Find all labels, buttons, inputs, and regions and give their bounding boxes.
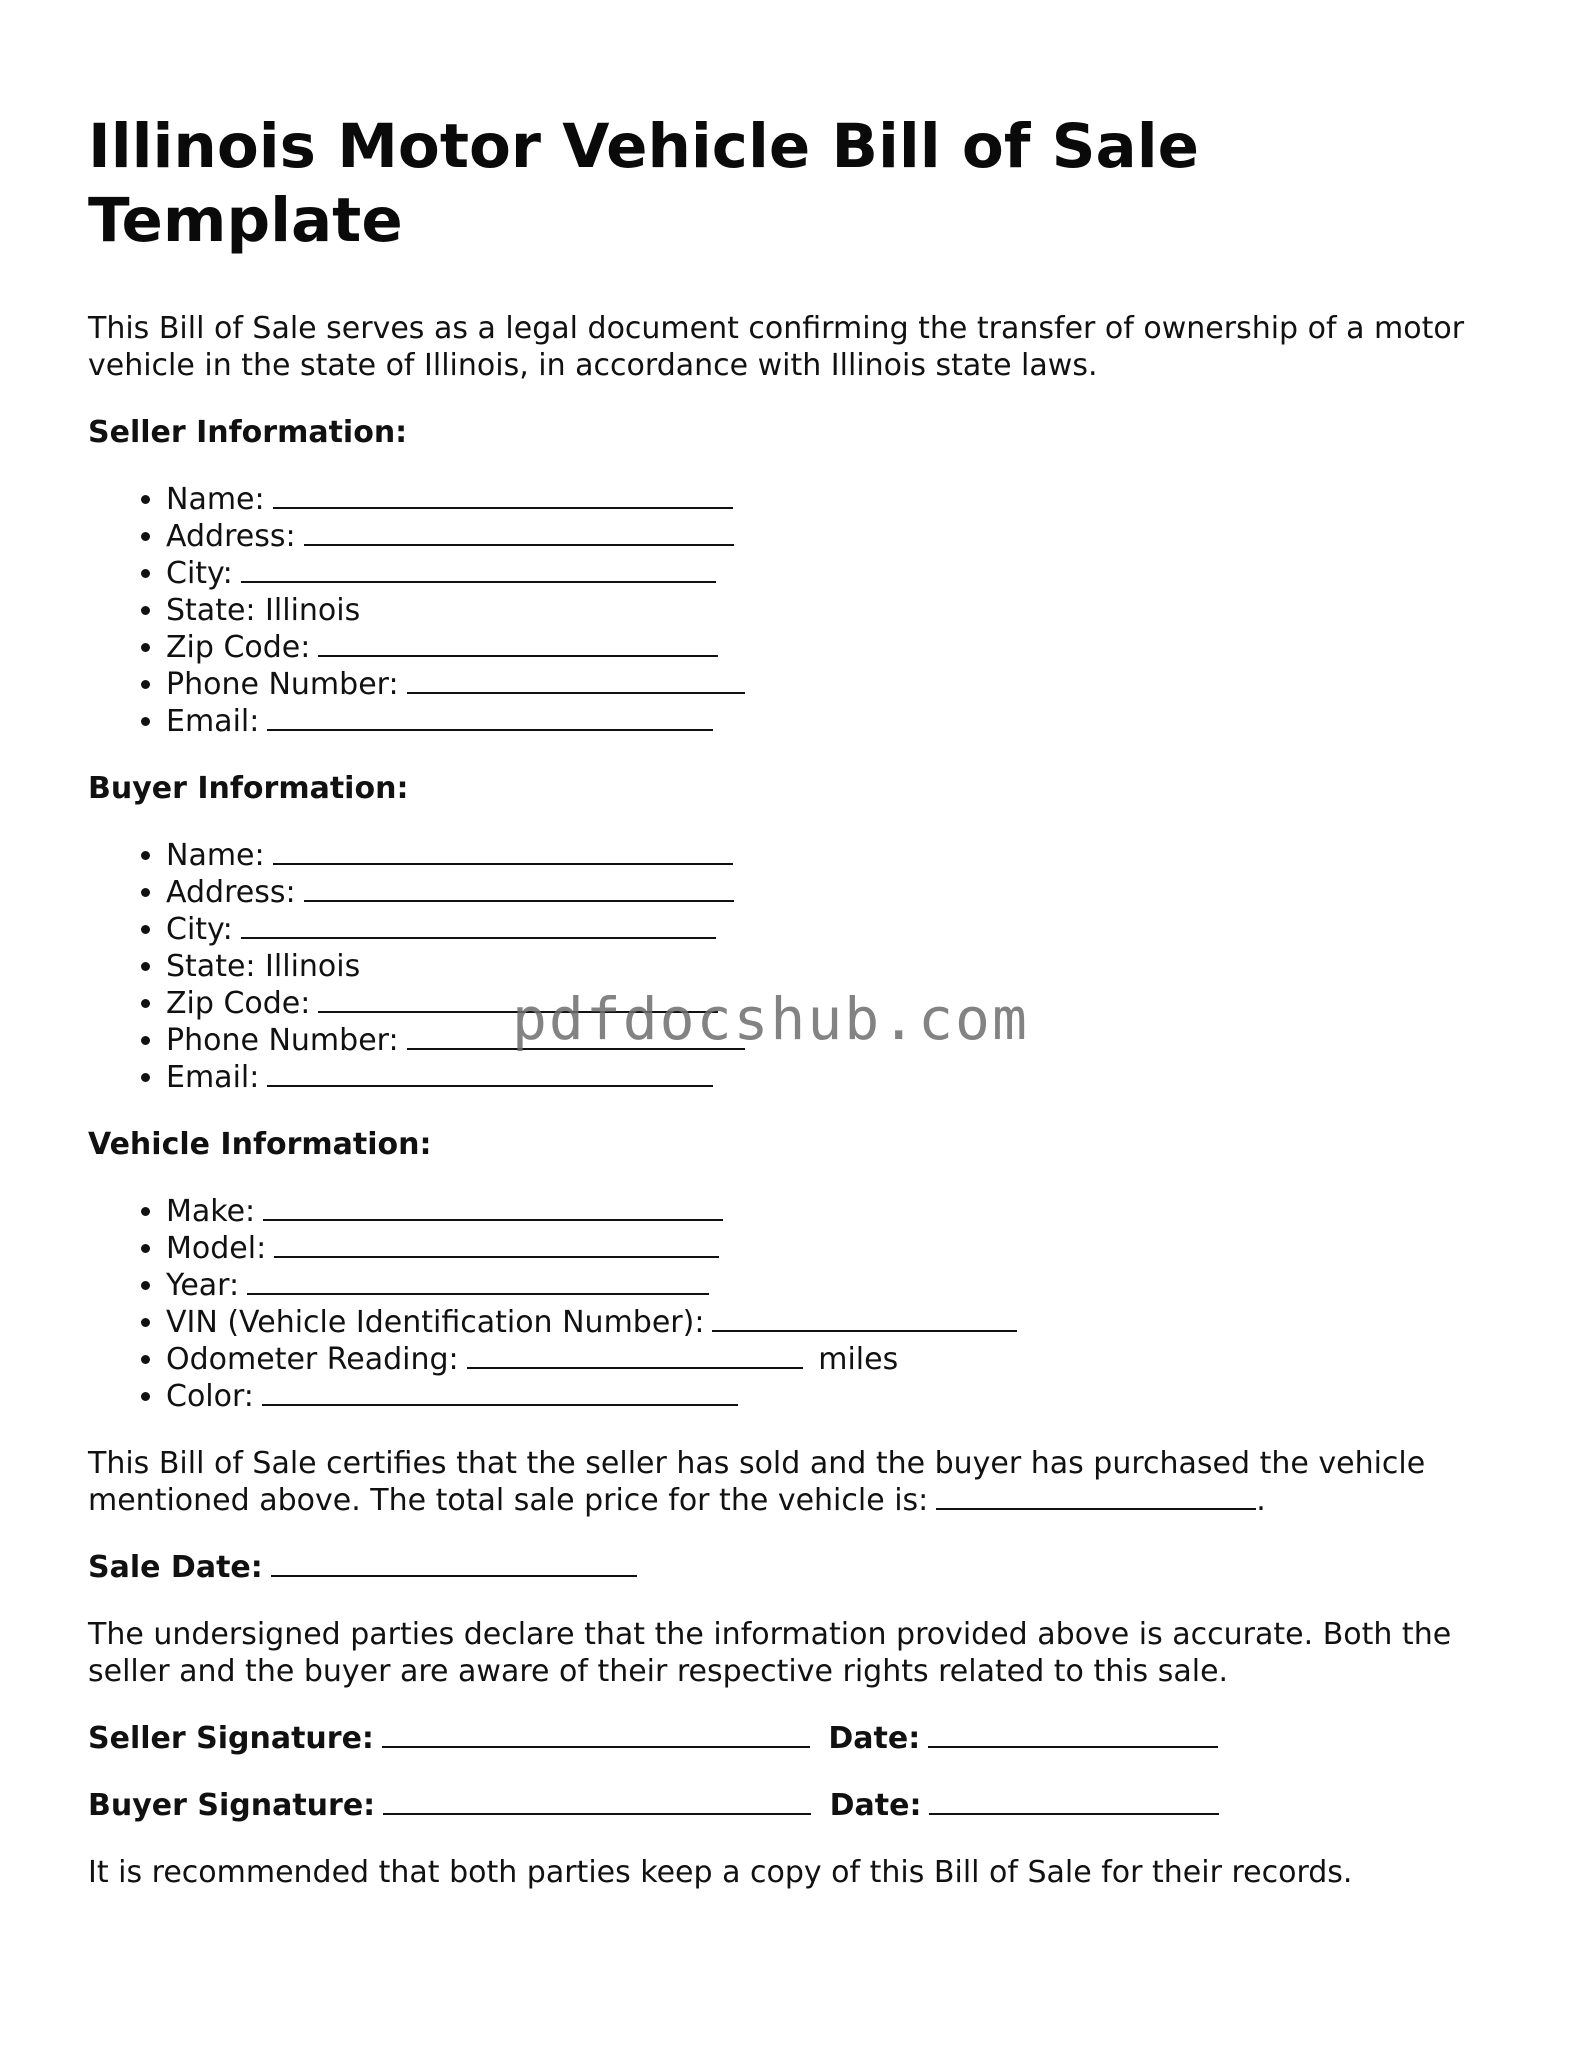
vehicle-color-blank[interactable] — [262, 1378, 738, 1406]
buyer-name-blank[interactable] — [273, 837, 733, 865]
certify-period: . — [1256, 1483, 1266, 1518]
certify-text: This Bill of Sale certifies that the seller has sold and the buyer has purchased the vehicle mentioned above. The total sale price for the vehicle is: — [88, 1446, 1426, 1518]
seller-phone-label: Phone Number: — [166, 667, 399, 702]
watermark-text: pdfdocshub.com — [512, 985, 1029, 1053]
seller-state-item — [166, 592, 1508, 629]
vehicle-vin-blank[interactable] — [712, 1304, 1017, 1332]
seller-date-blank[interactable] — [928, 1720, 1218, 1748]
vehicle-color-item — [166, 1378, 1508, 1415]
seller-address-item — [166, 518, 1508, 555]
seller-signature-line — [88, 1720, 1508, 1757]
sale-price-blank[interactable] — [936, 1482, 1256, 1510]
buyer-fields-list — [88, 837, 1508, 1096]
seller-signature-label: Seller Signature: — [88, 1721, 374, 1756]
seller-city-item — [166, 555, 1508, 592]
buyer-city-label: City: — [166, 912, 233, 947]
seller-zip-item — [166, 629, 1508, 666]
seller-city-blank[interactable] — [241, 555, 716, 583]
buyer-date-blank[interactable] — [929, 1787, 1219, 1815]
buyer-city-blank[interactable] — [241, 911, 716, 939]
vehicle-heading: Vehicle Information: — [88, 1127, 432, 1162]
seller-zip-label: Zip Code: — [166, 630, 311, 665]
buyer-email-blank[interactable] — [267, 1059, 713, 1087]
vehicle-odometer-label: Odometer Reading: — [166, 1342, 459, 1377]
sale-date-blank[interactable] — [271, 1549, 637, 1577]
seller-heading: Seller Information: — [88, 415, 408, 450]
buyer-email-label: Email: — [166, 1060, 260, 1095]
seller-signature-blank[interactable] — [382, 1720, 810, 1748]
buyer-name-label: Name: — [166, 838, 265, 873]
buyer-state-label: State: Illinois — [166, 949, 361, 984]
vehicle-make-item — [166, 1193, 1508, 1230]
declaration-paragraph: The undersigned parties declare that the information provided above is accurate. Both the seller and the buyer are aware of their respective rights related to this sale. — [88, 1617, 1452, 1689]
buyer-date-label: Date: — [829, 1788, 922, 1823]
vehicle-make-blank[interactable] — [263, 1193, 723, 1221]
vehicle-vin-label: VIN (Vehicle Identification Number): — [166, 1305, 705, 1340]
seller-email-item — [166, 703, 1508, 740]
certify-paragraph — [88, 1445, 1508, 1519]
buyer-heading: Buyer Information: — [88, 771, 409, 806]
seller-name-item — [166, 481, 1508, 518]
vehicle-fields-list — [88, 1193, 1508, 1415]
buyer-state-item — [166, 948, 1508, 985]
vehicle-odometer-blank[interactable] — [467, 1341, 803, 1369]
vehicle-odometer-unit: miles — [818, 1342, 899, 1377]
seller-name-blank[interactable] — [273, 481, 733, 509]
buyer-name-item — [166, 837, 1508, 874]
buyer-city-item — [166, 911, 1508, 948]
vehicle-model-item — [166, 1230, 1508, 1267]
seller-phone-item — [166, 666, 1508, 703]
seller-email-blank[interactable] — [267, 703, 713, 731]
vehicle-make-label: Make: — [166, 1194, 256, 1229]
sale-date-line — [88, 1549, 1508, 1586]
buyer-signature-blank[interactable] — [383, 1787, 811, 1815]
vehicle-color-label: Color: — [166, 1379, 254, 1414]
buyer-address-blank[interactable] — [304, 874, 734, 902]
vehicle-model-label: Model: — [166, 1231, 267, 1266]
sale-date-label: Sale Date: — [88, 1550, 263, 1585]
seller-address-label: Address: — [166, 519, 296, 554]
seller-address-blank[interactable] — [304, 518, 734, 546]
seller-date-label: Date: — [828, 1721, 921, 1756]
buyer-signature-line — [88, 1787, 1508, 1824]
buyer-zip-label: Zip Code: — [166, 986, 311, 1021]
seller-name-label: Name: — [166, 482, 265, 517]
seller-zip-blank[interactable] — [318, 629, 718, 657]
seller-email-label: Email: — [166, 704, 260, 739]
vehicle-year-label: Year: — [166, 1268, 240, 1303]
buyer-address-item — [166, 874, 1508, 911]
vehicle-year-item — [166, 1267, 1508, 1304]
vehicle-year-blank[interactable] — [247, 1267, 709, 1295]
buyer-address-label: Address: — [166, 875, 296, 910]
buyer-email-item — [166, 1059, 1508, 1096]
seller-city-label: City: — [166, 556, 233, 591]
document-title: Illinois Motor Vehicle Bill of Sale Template — [88, 111, 1199, 256]
seller-phone-blank[interactable] — [407, 666, 745, 694]
vehicle-model-blank[interactable] — [274, 1230, 719, 1258]
seller-state-label: State: Illinois — [166, 593, 361, 628]
seller-fields-list — [88, 481, 1508, 740]
footer-paragraph: It is recommended that both parties keep a copy of this Bill of Sale for their records. — [88, 1855, 1353, 1890]
vehicle-vin-item — [166, 1304, 1508, 1341]
buyer-signature-label: Buyer Signature: — [88, 1788, 376, 1823]
buyer-phone-label: Phone Number: — [166, 1023, 399, 1058]
vehicle-odometer-item — [166, 1341, 1508, 1378]
intro-paragraph: This Bill of Sale serves as a legal document confirming the transfer of ownership of a motor vehicle in the state of Illinois, in accordance with Illinois state laws. — [88, 311, 1465, 383]
